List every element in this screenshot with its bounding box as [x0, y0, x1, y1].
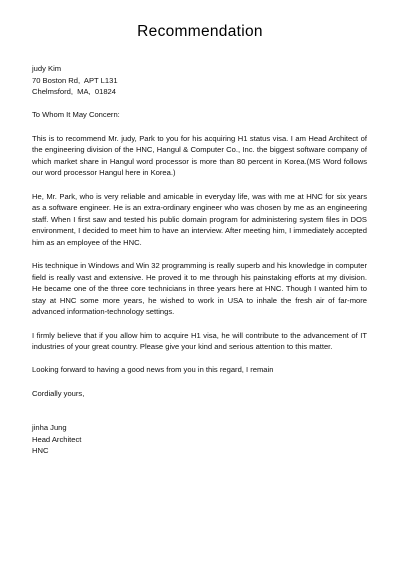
letter-body	[32, 63, 367, 457]
signature-name: jinha Jung	[32, 423, 67, 433]
signature-company: HNC	[32, 446, 49, 456]
paragraph-closing-remark: Looking forward to having a good news from you in this regard, I remain	[32, 365, 274, 375]
paragraph-intro: This is to recommend Mr. judy, Park to you for his acquiring H1 status visa. I am Head Architect of the engineering division of the HNC, Hangul & Computer Co., Inc. the biggest software company of which market share in Hangul word processor is more than 80 percent in Korea.(MS Word follows our word processor Hangul here in Korea.)	[32, 133, 367, 178]
closing: Cordially yours,	[32, 388, 85, 398]
signature-position: Head Architect	[32, 434, 82, 444]
sender-street: 70 Boston Rd, APT L131	[32, 75, 118, 85]
document-title: Recommendation	[137, 23, 263, 40]
signature-block	[32, 422, 367, 457]
sender-address	[32, 63, 367, 98]
paragraph-background: He, Mr. Park, who is very reliable and amicable in everyday life, was with me at HNC for six years as a software engineer. He is an extra-ordinary engineer who was chosen by me as an engineering staff. When I first saw and tested his public domain program for administering system files in DOS environment, I decided to meet him to have an interview. After meeting him, I immediately accepted him as an employee of the HNC.	[32, 191, 367, 247]
paragraph-skills: His technique in Windows and Win 32 programming is really superb and his knowledge in computer field is really vast and extensive. He proved it to me through his painstaking efforts at my division. He became one of the three core technicians in three years here at HNC. Though I wanted him to stay at HNC some more years, he wished to work in USA to inhale the fresh air of far-more advanced information-technology settings.	[32, 261, 367, 317]
sender-city: Chelmsford, MA, 01824	[32, 87, 116, 97]
salutation: To Whom It May Concern:	[32, 110, 120, 120]
paragraph-recommendation: I firmly believe that if you allow him to acquire H1 visa, he will contribute to the advancement of IT industries of your great country. Please give your kind and serious attention to this matter.	[32, 330, 367, 352]
sender-name: judy Kim	[32, 64, 62, 73]
